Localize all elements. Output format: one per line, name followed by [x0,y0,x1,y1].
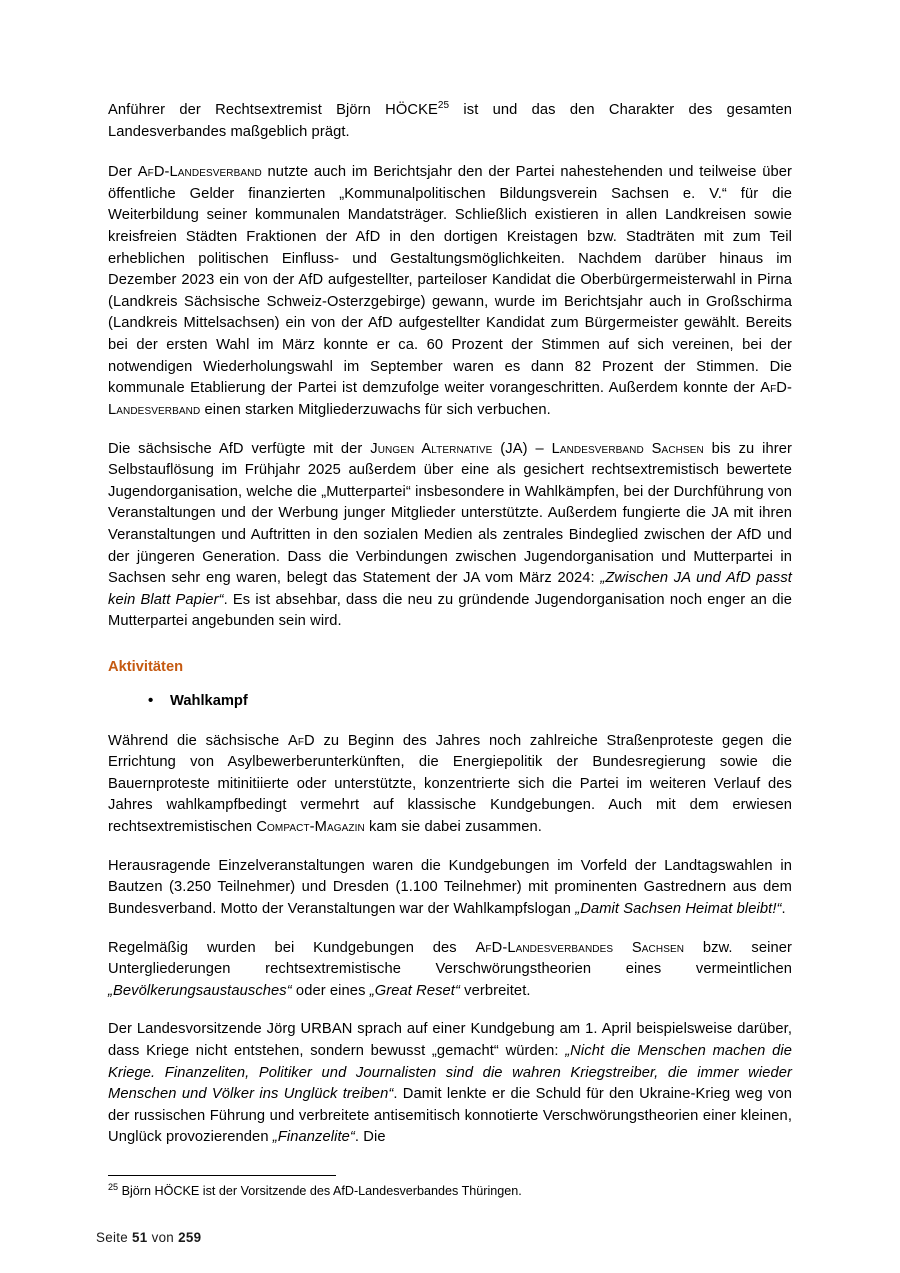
paragraph-3 [108,439,792,633]
text-run: Die sächsische AfD verfügte mit der [108,440,371,457]
text-run: Anführer der Rechtsextremist Björn HÖCKE [108,102,438,118]
footer-page-number: 51 [132,1230,148,1245]
small-caps-run: Landesverband Sachsen [551,440,704,457]
small-caps-run: AfD [287,732,315,749]
italic-run: „Nicht die Menschen machen die Kriege. Finanzeliten, Politiker und Journalisten sind die wahren Kriegstreiber, die immer wieder Menschen und Völker ins Unglück treiben“ [108,1042,792,1103]
paragraph-2 [108,162,792,421]
paragraph-6 [108,938,792,1003]
text-run: nutzte auch im Berichtsjahr den der Partei nahestehenden und teilweise über öffentliche Gelder finanzierten „Kommunalpolitischen Bildungsverein Sachsen e. V.“ für die Weiterbildung seiner kommunalen Mandatsträger. Schließlich existieren in allen Landkreisen sowie kreisfreien Städten Fraktionen der AfD in den dortigen Kreistagen bzw. Stadträten mit zum Teil erheblichen politischen Einfluss- und Gestaltungsmöglichkeiten. Nachdem darüber hinaus im Dezember 2023 ein von der AfD aufgestellter, parteiloser Kandidat die Oberbürgermeisterwahl in Pirna (Landkreis Sächsische Schweiz-Osterzgebirge) gewann, wurde im Berichtsjahr auch in Großschirma (Landkreis Mittelsachsen) ein von der AfD aufgestellter Kandidat zum Bürgermeister gewählt. Bereits bei der ersten Wahl im März konnte er ca. 60 Prozent der Stimmen auf sich vereinen, bei der notwendigen Wiederholungswahl im September waren es dann 82 Prozent der Stimmen. Die kommunale Etablierung der Partei ist demzufolge weiter vorangeschritten. Außerdem konnte der [108,164,792,397]
footer-prefix: Seite [96,1230,133,1245]
footnote-marker: 25 [108,1182,119,1193]
text-run: verbreitet. [459,982,531,999]
italic-run: „Damit Sachsen Heimat bleibt!“ [575,900,782,917]
text-run: Während die sächsische [108,732,288,749]
text-run: kam sie dabei zusammen. [364,819,542,836]
footnote-25 [108,1183,792,1201]
text-run: oder eines [291,982,370,999]
footer-total-pages: 259 [178,1230,202,1245]
small-caps-run: Compact-Magazin [256,819,365,836]
list-item: • Wahlkampf [170,691,792,713]
text-run: Regelmäßig wurden bei Kundgebungen des [108,939,476,956]
text-run: . Damit lenkte er die Schuld für den Ukraine-Krieg weg von der russischen Führung und verbreitete antisemitisch konnotierte Verschwörungstheorien einer kleinen, Unglück provozierenden [108,1086,792,1146]
paragraph-7 [108,1019,792,1149]
footer-middle: von [147,1230,179,1245]
text-run: . Es ist absehbar, dass die neu zu gründende Jugendorganisation noch enger an die Mutterpartei angebunden sein wird. [108,591,792,630]
text-run: Der Landesvorsitzende Jörg URBAN sprach auf einer Kundgebung am 1. April beispielsweise darüber, dass Kriege nicht entstehen, sondern bewusst „gemacht“ würden: [108,1021,792,1059]
text-run: . Die [354,1129,386,1146]
page-footer [96,1230,201,1245]
small-caps-run: Jungen Alternative [370,440,493,457]
italic-run: „Bevölkerungsaustausches“ [108,982,292,999]
small-caps-run: AfD-Landesverband [108,380,792,418]
small-caps-run: AfD-Landesverbandes Sachsen [475,939,685,956]
footnote-separator [108,1175,336,1176]
text-run: einen starken Mitgliederzuwachs für sich verbuchen. [200,401,551,418]
text-run: Herausragende Einzelveranstaltungen waren die Kundgebungen im Vorfeld der Landtagswahlen in Bautzen (3.250 Teilnehmer) und Dresden (1.100 Teilnehmer) mit prominenten Gastrednern aus dem Bundesverband. Motto der Veranstaltungen war der Wahlkampfslogan [108,857,792,917]
section-heading-aktivitaeten: Aktivitäten [108,659,184,676]
text-run: zu Beginn des Jahres noch zahlreiche Straßenproteste gegen die Errichtung von Asylbewerberunterkünften, die Energiepolitik der Bundesregierung sowie die Bauernproteste mitinitiierte oder unterstützte, konzentrierte sich die Partei im weiteren Verlauf des Jahres wahlkampfbedingt vermehrt auf klassische Kundgebungen. Auch mit dem erwiesen rechtsextremistischen [108,732,792,836]
italic-run: „Zwischen JA und AfD passt kein Blatt Papier“ [108,570,792,608]
bullet-list [108,691,792,713]
footnote-reference: 25 [437,100,450,112]
text-run: ist und das den Charakter des gesamten Landesverbandes maßgeblich prägt. [108,102,792,140]
paragraph-5 [108,856,792,921]
italic-run: „Great Reset“ [369,982,460,999]
small-caps-run: AfD-Landesverband [137,164,262,181]
italic-run: „Finanzelite“ [272,1129,355,1146]
text-run: (JA) – [492,440,552,457]
paragraph-1 [108,100,792,143]
text-run: bzw. seiner Untergliederungen rechtsextremistische Verschwörungstheorien eines vermeintlichen [108,939,792,978]
paragraph-4 [108,731,792,839]
page-content [108,100,792,1149]
footnote-body: Björn HÖCKE ist der Vorsitzende des AfD-Landesverbandes Thüringen. [118,1184,522,1199]
text-run: Der [108,164,138,181]
text-run: bis zu ihrer Selbstauflösung im Frühjahr 2025 außerdem über eine als gesichert rechtsextremistisch bewertete Jugendorganisation, welche die „Mutterpartei“ insbesondere in Wahlkämpfen, bei der Durchführung von Veranstaltungen und der Werbung junger Mitglieder unterstützte. Außerdem fungierte die JA mit ihren Veranstaltungen und Auftritten in den sozialen Medien als zentrales Bindeglied zwischen der AfD und der jüngeren Generation. Dass die Verbindungen zwischen Jugendorganisation und Mutterpartei in Sachsen sehr eng waren, belegt das Statement der JA vom März 2024: [108,440,793,587]
text-run: . [781,900,786,917]
footnote-area [108,1175,792,1201]
